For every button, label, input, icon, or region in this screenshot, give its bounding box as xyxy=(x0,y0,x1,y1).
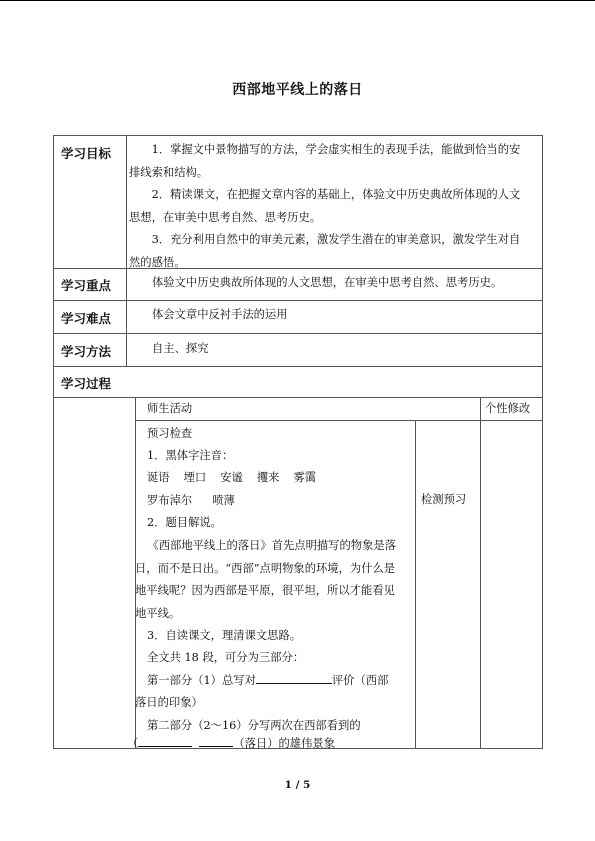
fill-blank[interactable] xyxy=(256,670,332,684)
word-list-row-2 xyxy=(147,490,235,513)
label-column-divider xyxy=(126,135,127,366)
word: 喷薄 xyxy=(212,494,235,507)
methods-label: 学习方法 xyxy=(61,344,112,359)
objective-item-2: 2．精读课文，在把握文章内容的基础上，体验文中历史典故所体现的人文思想，在审美中思考自然、思考历史。 xyxy=(129,188,521,224)
word: 雾霭 xyxy=(293,471,317,484)
preview-heading: 预习检查 xyxy=(147,427,193,440)
process-right-divider xyxy=(480,397,481,749)
part-one-line: 第一部分（1）总写对 评价（西部 xyxy=(147,670,388,693)
part-two-line: 第二部分（2～16）分写两次在西部看到的 xyxy=(147,719,361,732)
self-read-heading: 3．自读课文，理清课文思路。 xyxy=(147,629,302,642)
word: 罗布淖尔 xyxy=(147,494,193,507)
word-list-row-1 xyxy=(147,467,316,490)
part-two-continuation: （ （落日）的雄伟景象 xyxy=(127,733,335,756)
key-points-label: 学习重点 xyxy=(61,278,112,293)
top-rule xyxy=(0,0,595,1)
methods-text: 自主、探究 xyxy=(152,342,209,355)
phonetic-heading: 1．黑体字注音： xyxy=(147,449,234,462)
objective-item-3: 3．充分利用自然中的审美元素，激发学生潜在的审美意识，激发学生对自然的感悟。 xyxy=(129,233,521,269)
sections-summary: 全文共 18 段，可分为三部分： xyxy=(147,651,305,664)
title-explain-heading: 2．题目解说。 xyxy=(147,516,222,529)
fill-blank[interactable] xyxy=(199,733,233,747)
word: 攫来 xyxy=(256,471,280,484)
personal-edit-header: 个性修改 xyxy=(485,402,531,415)
fill-blank[interactable] xyxy=(138,733,192,747)
difficulties-text: 体会文章中反衬手法的运用 xyxy=(152,308,288,321)
process-label: 学习过程 xyxy=(61,376,112,391)
preview-check-note: 检测预习 xyxy=(421,493,467,506)
row-divider-5 xyxy=(53,397,543,398)
objective-item-1: 1．掌握文中景物描写的方法，学会虚实相生的表现手法，能做到恰当的安排线索和结构。 xyxy=(129,143,521,179)
word: 诞语 xyxy=(147,471,170,484)
page-title: 西部地平线上的落日 xyxy=(232,82,363,98)
activity-header: 师生活动 xyxy=(147,402,193,415)
word: 堙口 xyxy=(183,471,207,484)
part-one-continuation: 落日的印象） xyxy=(135,696,203,709)
row-divider-2 xyxy=(53,300,543,301)
objectives-label: 学习目标 xyxy=(61,146,112,161)
row-divider-4 xyxy=(53,366,543,367)
title-explanation: 《西部地平线上的落日》首先点明描写的物象是落日，而不是日出。“西部”点明物象的环境，为什么是地平线呢？因为西部是平原，很平坦，所以才能看见地平线。 xyxy=(135,539,396,620)
word: 安谧 xyxy=(220,471,243,484)
process-note-divider xyxy=(415,420,416,749)
key-points-text: 体验文中历史典故所体现的人文思想，在审美中思考自然、思考历史。 xyxy=(152,276,503,289)
page-number: 1 / 5 xyxy=(284,779,311,791)
row-divider-3 xyxy=(53,333,543,334)
difficulties-label: 学习难点 xyxy=(61,311,112,326)
process-header-divider xyxy=(135,420,543,421)
